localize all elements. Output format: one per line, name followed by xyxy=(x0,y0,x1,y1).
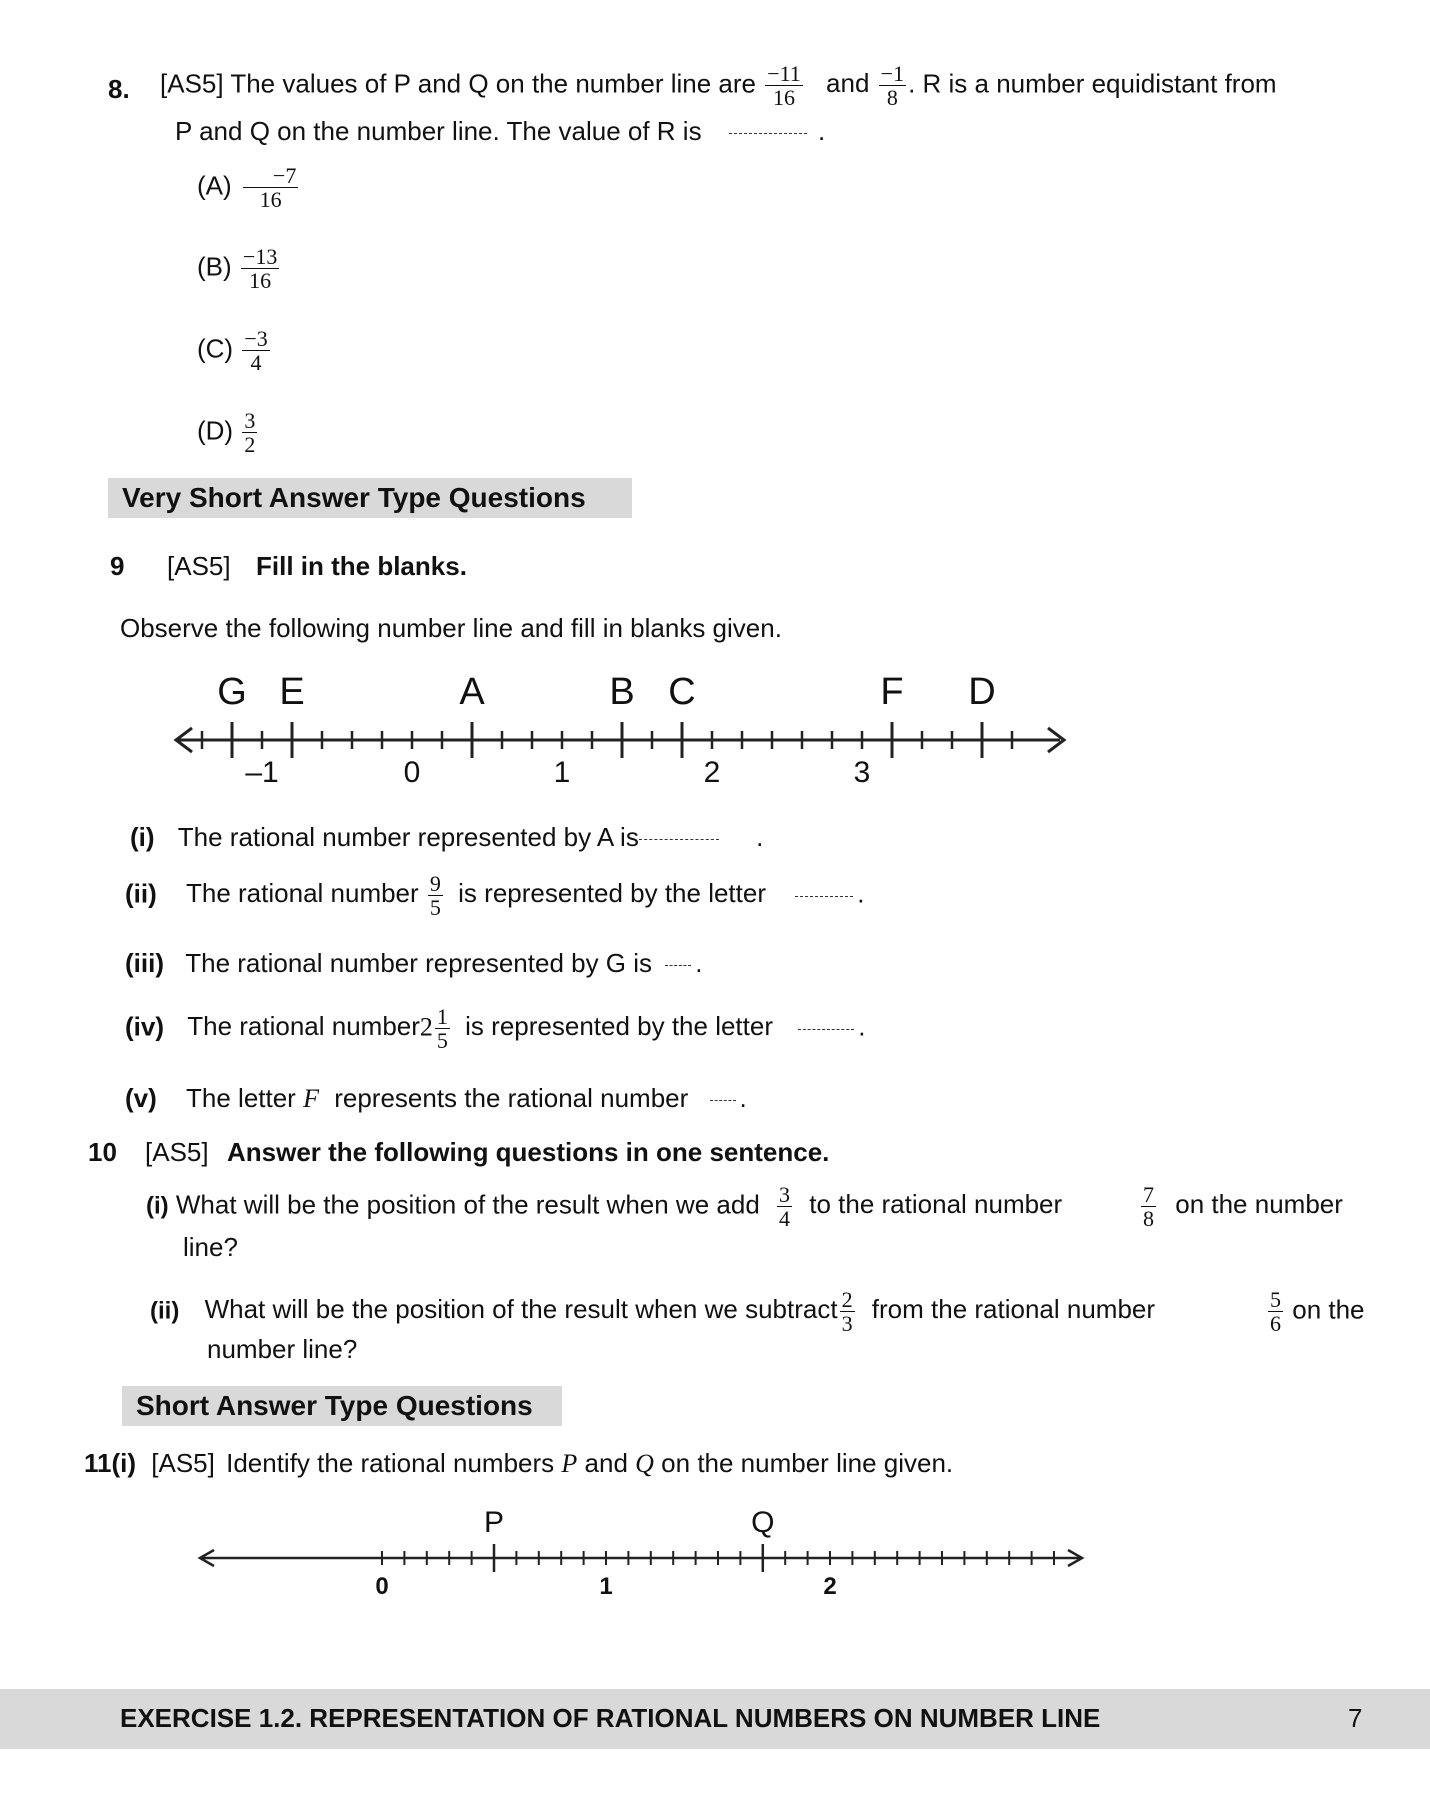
item-denominator: 4 xyxy=(779,1206,791,1232)
item-fraction-1 xyxy=(840,1288,855,1335)
q8-option-c xyxy=(197,327,272,374)
item-text-end: . xyxy=(756,822,764,852)
item-text-mid: represents the rational number xyxy=(334,1083,689,1113)
number-line-q11 xyxy=(190,1500,1090,1604)
option-label: (C) xyxy=(197,333,234,364)
q11-number: 11(i) xyxy=(84,1448,137,1478)
q11-text-b: on the number line given. xyxy=(661,1448,954,1478)
item-label: (v) xyxy=(125,1083,157,1113)
q10-item-ii-tail xyxy=(1266,1288,1365,1335)
item-text: The rational number represented by A is xyxy=(177,822,639,852)
q8-number: 8. xyxy=(108,74,130,104)
item-fraction-2 xyxy=(1268,1288,1283,1335)
q11-var-p: P xyxy=(561,1449,578,1478)
q8-text-c: P and Q on the number line. The value of R is xyxy=(175,116,702,146)
item-blank xyxy=(710,1099,736,1101)
q8-text-d: . xyxy=(818,116,826,146)
item-blank xyxy=(665,964,691,966)
item-denominator: 8 xyxy=(1143,1206,1154,1232)
option-numerator: −13 xyxy=(242,244,278,269)
q10-number: 10 xyxy=(88,1137,117,1167)
item-fraction xyxy=(428,872,443,919)
option-fraction xyxy=(243,164,298,211)
q9-title: Fill in the blanks. xyxy=(256,551,467,581)
q9-intro: Observe the following number line and fill in blanks given. xyxy=(120,613,782,643)
item-denominator: 5 xyxy=(436,1028,448,1054)
item-denominator: 3 xyxy=(841,1311,853,1337)
item-text-end: . xyxy=(695,948,703,978)
item-numerator: 7 xyxy=(1143,1182,1154,1207)
item-fraction xyxy=(435,1005,450,1052)
footer-title: EXERCISE 1.2. REPRESENTATION OF RATIONAL NUMBERS ON NUMBER LINE xyxy=(120,1703,1101,1733)
q9-item-iv xyxy=(125,1005,865,1052)
number-label: 0 xyxy=(375,1573,389,1600)
page-footer xyxy=(0,1689,1430,1749)
q8-fraction-p xyxy=(765,62,803,109)
item-numerator: 1 xyxy=(436,1004,448,1029)
item-text: The rational number represented by G is xyxy=(185,948,653,978)
option-denominator: 16 xyxy=(249,268,272,294)
item-text-mid: from the rational number xyxy=(871,1294,1156,1325)
q10-item-ii-cont: number line? xyxy=(207,1334,358,1364)
point-label-G: G xyxy=(217,671,247,713)
option-numerator: −7 xyxy=(243,164,298,188)
item-text: The rational number xyxy=(186,878,419,909)
q8-frac1-denominator: 16 xyxy=(773,85,795,111)
q11-line xyxy=(84,1448,953,1479)
item-text: What will be the position of the result when we subtract xyxy=(204,1294,838,1325)
point-label-D: D xyxy=(968,671,996,713)
q9-item-ii xyxy=(125,872,864,919)
item-fraction-2 xyxy=(1141,1183,1156,1230)
item-label: (ii) xyxy=(125,878,157,909)
option-numerator: 3 xyxy=(244,408,256,433)
q11-var-q: Q xyxy=(635,1449,654,1478)
item-text: The letter xyxy=(186,1083,296,1113)
item-text-mid: is represented by the letter xyxy=(465,1011,773,1042)
item-text: What will be the position of the result when we add xyxy=(175,1189,760,1220)
item-label: (i) xyxy=(146,1192,169,1220)
point-label-P: P xyxy=(483,1506,505,1539)
option-label: (A) xyxy=(197,170,232,201)
q8-option-a xyxy=(197,164,300,211)
item-text-end: . xyxy=(858,1011,866,1042)
point-label-Q: Q xyxy=(751,1506,775,1539)
item-text: The rational number xyxy=(187,1011,420,1042)
q8-option-b xyxy=(197,245,281,292)
q10-item-i xyxy=(146,1183,1062,1230)
option-label: (D) xyxy=(197,415,234,446)
number-label: 1 xyxy=(553,756,571,789)
q8-frac2-denominator: 8 xyxy=(886,85,898,111)
item-label: (iii) xyxy=(125,948,164,978)
item-text-mid: is represented by the letter xyxy=(458,878,766,909)
q8-and: and xyxy=(826,68,870,99)
item-blank xyxy=(795,895,853,897)
q8-option-d xyxy=(197,409,259,456)
item-denominator: 5 xyxy=(429,895,441,921)
number-line-q9 xyxy=(170,668,1080,792)
number-label: 2 xyxy=(703,756,721,789)
point-label-F: F xyxy=(880,671,904,713)
page-number: 7 xyxy=(1348,1703,1363,1733)
item-numerator: 2 xyxy=(841,1287,853,1312)
q11-and: and xyxy=(584,1448,628,1478)
item-denominator: 6 xyxy=(1270,1311,1281,1337)
item-label: (i) xyxy=(130,822,155,852)
item-text-end: . xyxy=(739,1083,747,1113)
point-label-A: A xyxy=(459,671,485,713)
option-label: (B) xyxy=(197,251,232,282)
q8-frac1-numerator: −11 xyxy=(767,61,801,86)
option-denominator: 4 xyxy=(250,350,262,376)
q8-text-b: . R is a number equidistant from xyxy=(908,68,1277,99)
section-header-very-short: Very Short Answer Type Questions xyxy=(108,478,632,518)
item-label: (ii) xyxy=(150,1297,180,1325)
q8-line2 xyxy=(175,116,825,147)
item-numerator: 5 xyxy=(1270,1287,1281,1312)
option-fraction xyxy=(241,245,279,292)
item-label: (iv) xyxy=(125,1011,164,1042)
item-text-end: . xyxy=(857,878,865,909)
q10-item-i-cont: line? xyxy=(183,1232,238,1262)
q9-item-iii xyxy=(125,948,703,979)
q11-tag: [AS5] xyxy=(151,1448,215,1478)
item-text-mid: to the rational number xyxy=(809,1189,1063,1220)
q9-number: 9 xyxy=(110,551,125,581)
item-blank xyxy=(639,838,719,840)
q9-tag: [AS5] xyxy=(167,551,231,581)
q8-text-a: [AS5] The values of P and Q on the number line are xyxy=(160,68,756,99)
point-label-B: B xyxy=(609,671,635,713)
q8-blank xyxy=(729,132,807,134)
item-numerator: 3 xyxy=(779,1182,791,1207)
number-label: –1 xyxy=(245,756,279,789)
option-fraction xyxy=(242,409,257,456)
q10-item-ii xyxy=(150,1288,1155,1335)
number-label: 3 xyxy=(853,756,871,789)
point-label-C: C xyxy=(668,671,696,713)
item-whole: 2 xyxy=(419,1012,433,1042)
item-text-end: on the number xyxy=(1175,1189,1343,1220)
q11-text-a: Identify the rational numbers xyxy=(226,1448,555,1478)
q10-item-i-tail xyxy=(1139,1183,1343,1230)
number-label: 2 xyxy=(823,1573,837,1600)
option-numerator: −3 xyxy=(244,326,268,351)
item-text-end: on the xyxy=(1292,1294,1365,1325)
number-label: 1 xyxy=(599,1573,613,1600)
number-label: 0 xyxy=(403,756,421,789)
q8-fraction-q xyxy=(879,62,906,109)
q8-line1 xyxy=(160,62,1277,109)
item-blank xyxy=(798,1028,854,1030)
q9-item-i xyxy=(130,822,763,853)
item-fraction-1 xyxy=(777,1183,792,1230)
q9-item-v xyxy=(125,1083,747,1114)
q10-tag: [AS5] xyxy=(145,1137,209,1167)
option-fraction xyxy=(242,327,269,374)
item-numerator: 9 xyxy=(429,871,441,896)
q10-title: Answer the following questions in one sentence. xyxy=(227,1137,830,1167)
option-denominator: 2 xyxy=(244,432,256,458)
point-label-E: E xyxy=(279,671,305,713)
q8-frac2-numerator: −1 xyxy=(880,61,905,86)
section-header-short: Short Answer Type Questions xyxy=(122,1386,562,1426)
item-variable: F xyxy=(303,1084,319,1113)
option-denominator: 16 xyxy=(259,187,282,213)
